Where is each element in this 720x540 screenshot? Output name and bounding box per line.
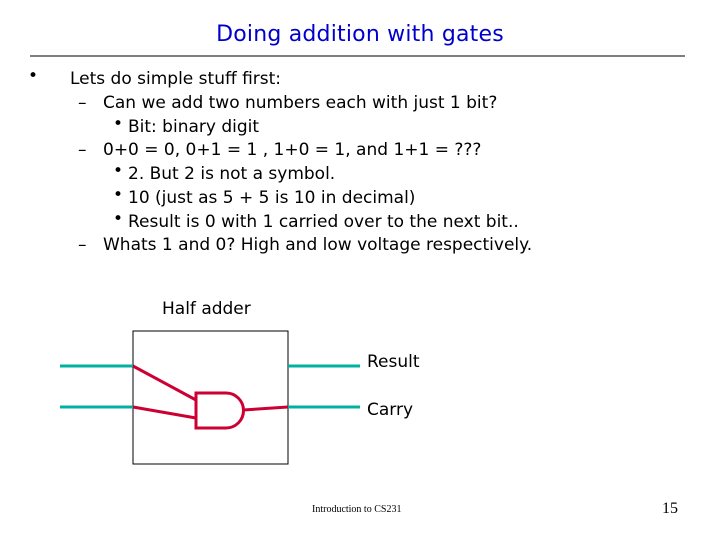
- gate-output-line: [243, 407, 288, 410]
- bullet-marker: •: [113, 161, 124, 181]
- half-adder-box: [133, 331, 288, 464]
- bullet-2-not-symbol: 2. But 2 is not a symbol.: [128, 164, 336, 184]
- bullet-bit-binary-digit: Bit: binary digit: [128, 117, 260, 137]
- output-wires: [288, 366, 360, 407]
- gate-input-line-a: [133, 366, 196, 400]
- footer-course: Introduction to CS231: [312, 504, 402, 515]
- bullet-marker: •: [113, 209, 124, 229]
- page-number: 15: [662, 500, 678, 517]
- bullet-result-carry: Result is 0 with 1 carried over to the next bit..: [128, 212, 519, 232]
- bullet-high-low-voltage: Whats 1 and 0? High and low voltage respectively.: [103, 235, 533, 255]
- bullet-marker: •: [113, 114, 124, 134]
- bullet-10-decimal: 10 (just as 5 + 5 is 10 in decimal): [128, 188, 416, 208]
- bullet-sums: 0+0 = 0, 0+1 = 1 , 1+0 = 1, and 1+1 = ???: [103, 140, 482, 160]
- input-wires: [60, 366, 133, 407]
- and-gate: [133, 366, 288, 428]
- bullet-add-two-numbers: Can we add two numbers each with just 1 bit?: [103, 93, 498, 113]
- dash-marker: –: [78, 93, 87, 113]
- and-gate-body: [196, 393, 244, 428]
- bullet-marker: •: [113, 185, 124, 205]
- carry-label: Carry: [367, 400, 414, 420]
- half-adder-label: Half adder: [162, 299, 251, 319]
- bullet-marker: •: [28, 66, 39, 86]
- dash-marker: –: [78, 235, 87, 255]
- bullet-lets-do-simple: Lets do simple stuff first:: [70, 69, 282, 89]
- slide-title: Doing addition with gates: [216, 22, 504, 47]
- result-label: Result: [367, 352, 420, 372]
- dash-marker: –: [78, 140, 87, 160]
- gate-input-line-b: [133, 407, 196, 418]
